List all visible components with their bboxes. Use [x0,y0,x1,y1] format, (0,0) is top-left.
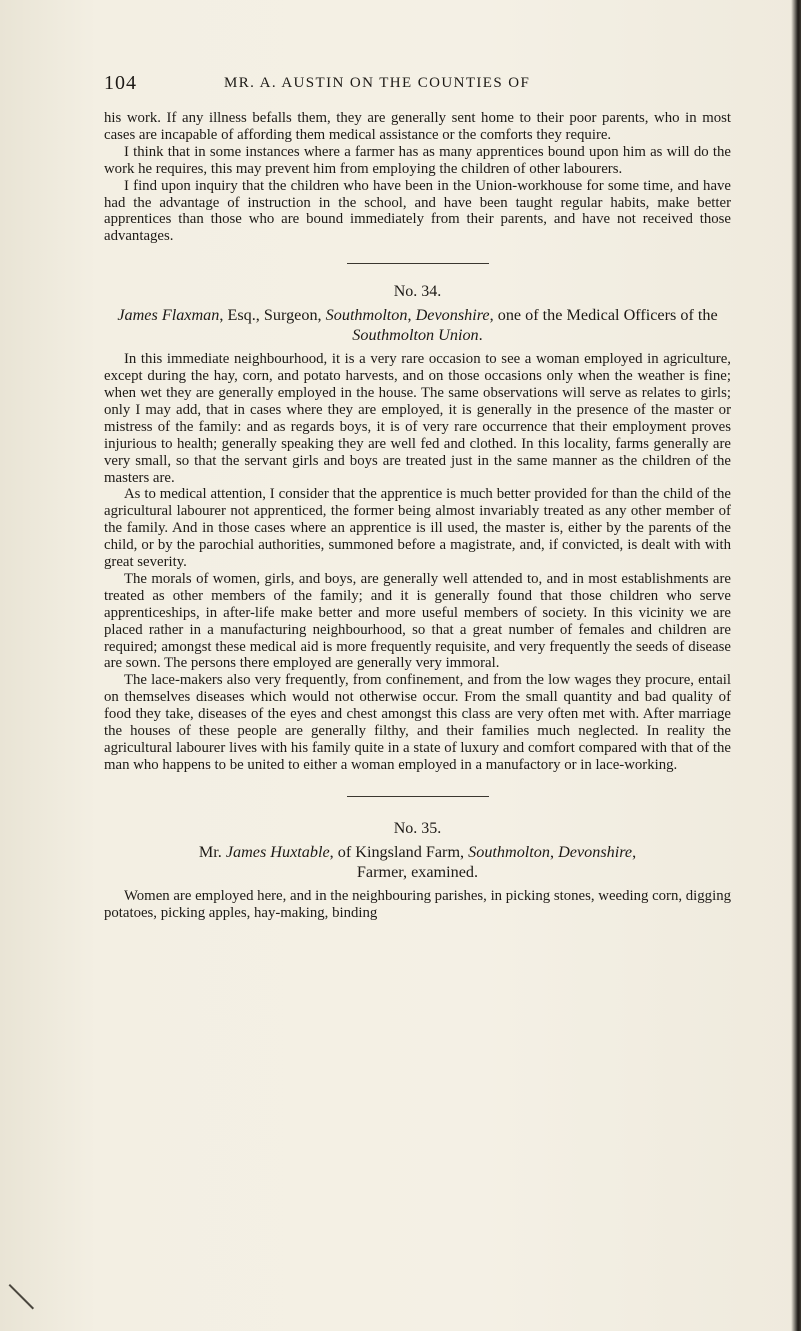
page-body [104,110,731,922]
witness-name: James Huxtable [225,842,330,861]
witness-place: Southmolton [325,306,408,325]
witness-name: James Flaxman [117,306,220,325]
witness-place: Southmolton [468,842,550,861]
paragraph: I find upon inquiry that the children who have been in the Union-workhouse for some time, and have had the advantage of instruction in the school, and have been taught regular habits, make better apprentices than those who are bound immediately from their parents, and have not received those advantages. [104,177,731,245]
witness-county: Devonshire [558,842,633,861]
paragraph: Women are employed here, and in the neighbouring parishes, in picking stones, weeding corn, digging potatoes, picking apples, hay-making, binding [104,887,731,921]
entry-number: No. 35. [393,819,442,837]
section-divider [347,796,489,797]
paragraph: In this immediate neighbourhood, it is a very rare occasion to see a woman employed in agriculture, except during the hay, corn, and potato harvests, and on those occasions only when the weather is fine; when wet they are generally employed in the house. The same observations will serve as relates to girls; only I may add, that in cases where they are employed, it is generally in the presence of the master or mistress of the family: and as regards boys, it is of very rare occurrence that their employment proves injurious to health; generally speaking they are well fed and clothed. In this locality, farms generally are very small, so that the servant girls and boys are treated just in the same manner as the children of the masters are. [104,351,731,486]
paragraph: his work. If any illness befalls them, they are generally sent home to their poor parents, who in most cases are incapable of affording them medical assistance or the comforts they require. [104,110,731,143]
running-head: MR. A. AUSTIN ON THE COUNTIES OF [224,75,531,91]
section-divider [347,263,489,264]
entry-heading: James Flaxman, Esq., Surgeon, Southmolton, Devonshire, one of the Medical Officers of the Southmolton Union. [117,306,718,345]
paragraph: The lace-makers also very frequently, from confinement, and from the low wages they procure, entail on themselves diseases which would not otherwise occur. From the small quantity and bad quality of food they take, diseases of the eyes and chest amongst this class are very often met with. After marriage the houses of these people are generally filthy, and their families much neglected. In reality the agricultural labourer lives with his family quite in a state of luxury and comfort compared with that of the man who happens to be united to either a woman employed in a manufactory or in lace-working. [104,672,731,773]
paragraph: As to medical attention, I consider that the apprentice is much better provided for than the child of the agricultural labourer not apprenticed, the former being almost invariably treated as any other member of the family. And in those cases where an apprentice is ill used, the master is, either by the parents of the child, or by the parochial authorities, summoned before a magistrate, and, if convicted, is dealt with with great severity. [104,486,731,571]
page-edge-shadow [791,0,801,1331]
witness-county: Devonshire [415,306,490,325]
witness-union: Southmolton Union [352,326,479,345]
entry-heading: Mr. James Huxtable, of Kingsland Farm, Southmolton, Devonshire, Farmer, examined. [198,842,637,881]
paragraph: The morals of women, girls, and boys, are generally well attended to, and in most establishments are treated as other members of the family; and it is generally found that those children who serve apprenticeships, in after-life make better and more useful members of society. In this vicinity we are placed rather in a manufacturing neighbourhood, so that a great number of females and children are required; amongst these medical aid is more frequently requisite, and very frequently the seeds of disease are sown. The persons there employed are generally very immoral. [104,570,731,672]
page-number: 104 [104,72,137,94]
entry-number: No. 34. [393,283,442,301]
page-header [104,72,724,102]
stray-mark [9,1284,34,1309]
paragraph: I think that in some instances where a farmer has as many apprentices bound upon him as will do the work he requires, this may prevent him from employing the children of other labourers. [104,143,731,177]
